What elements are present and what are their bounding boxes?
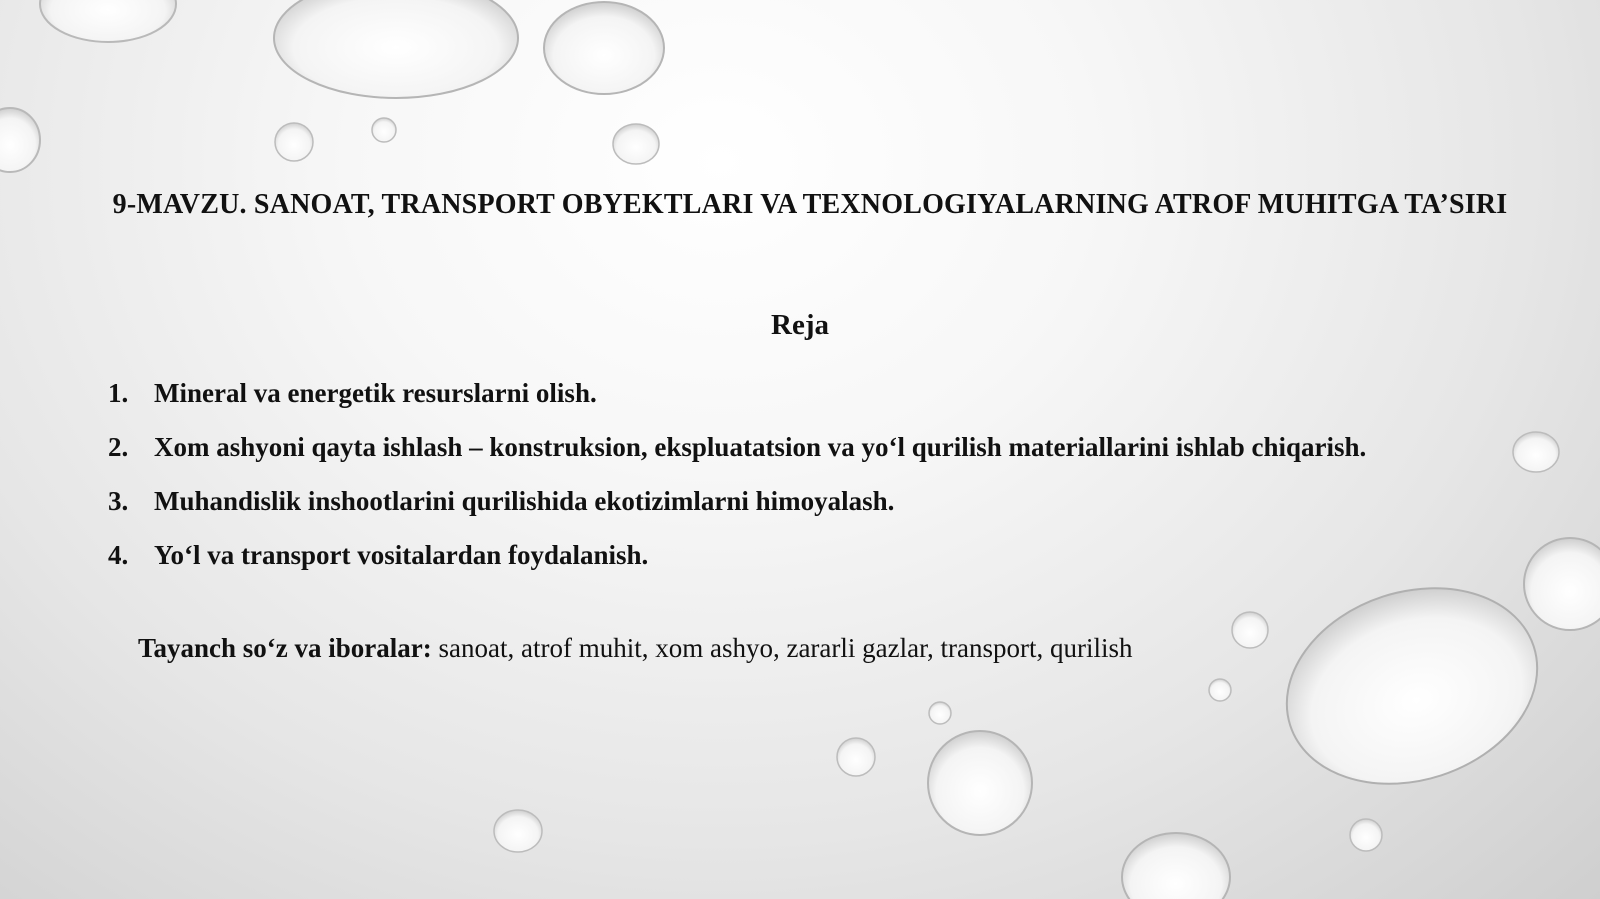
plan-item-text: Yo‘l va transport vositalardan foydalanish. <box>154 540 649 570</box>
drop-small-3 <box>613 124 659 164</box>
drop-small-2 <box>372 118 396 142</box>
keywords-text: sanoat, atrof muhit, xom ashyo, zararli gazlar, transport, qurilish <box>431 633 1133 663</box>
drop-small-1 <box>275 123 313 161</box>
plan-item-number: 4. <box>108 540 129 570</box>
drop-right-large <box>1261 557 1563 815</box>
slide-title: 9-MAVZU. SANOAT, TRANSPORT OBYEKTLARI VA TEXNOLOGIYALARNING ATROF MUHITGA TA’SIRI <box>112 189 1508 220</box>
drop-top-large <box>274 0 518 98</box>
drop-bottom-mid <box>928 731 1032 835</box>
plan-item-number: 1. <box>108 378 129 408</box>
drop-left-edge <box>0 108 40 172</box>
drop-bottom-right <box>1122 833 1230 899</box>
slide-subtitle: Reja <box>771 309 829 341</box>
drop-top-mid <box>544 2 664 94</box>
plan-item-number: 2. <box>108 432 129 462</box>
plan-item-number: 3. <box>108 486 129 516</box>
plan-item-2 <box>108 425 1528 479</box>
plan-list <box>108 371 1528 587</box>
plan-item-text: Mineral va energetik resurslarni olish. <box>154 378 597 408</box>
drop-small-8 <box>1350 819 1382 851</box>
drop-top-left <box>40 0 176 42</box>
plan-item-1 <box>108 371 1528 425</box>
drop-small-7 <box>837 738 875 776</box>
keywords-label: Tayanch so‘z va iboralar: <box>138 633 432 663</box>
drop-small-4 <box>1232 612 1268 648</box>
plan-item-text: Muhandislik inshootlarini qurilishida ekotizimlarni himoyalash. <box>154 486 895 516</box>
plan-item-text: Xom ashyoni qayta ishlash – konstruksion, ekspluatatsion va yo‘l qurilish materiallarini ishlab chiqarish. <box>154 432 1367 462</box>
plan-item-4 <box>108 533 1528 587</box>
plan-item-3 <box>108 479 1528 533</box>
drop-bottom-left <box>494 810 542 852</box>
drop-small-5 <box>1209 679 1231 701</box>
keywords-line <box>138 628 1133 668</box>
drop-small-6 <box>929 702 951 724</box>
drop-right-edge <box>1524 538 1600 630</box>
